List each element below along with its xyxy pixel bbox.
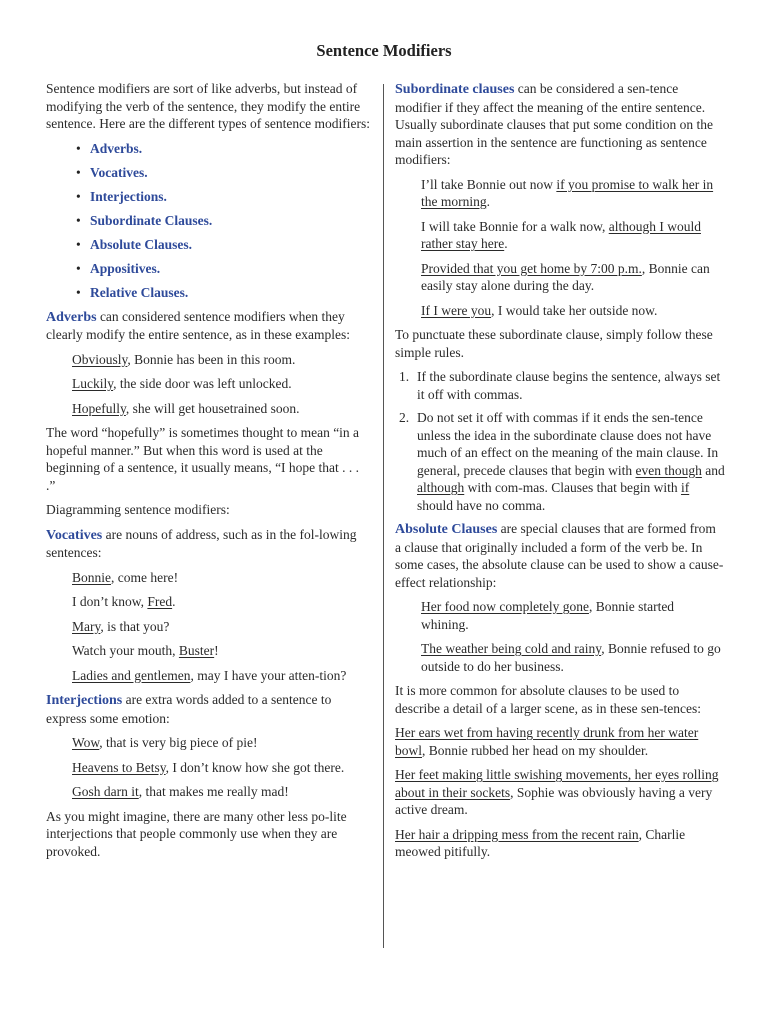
scene-sentence: Her hair a dripping mess from the recent rain, Charlie meowed pitifully.	[395, 826, 686, 859]
adverbs-heading: Adverbs	[46, 309, 97, 325]
scene-sentence: Her feet making little swishing movements, her eyes rolling about in their sockets, Sophie was obviously having a very active dream.	[395, 767, 719, 817]
right-column	[395, 80, 725, 868]
column-divider	[383, 84, 384, 948]
bullet-icon: •	[76, 212, 81, 228]
list-item: • Subordinate Clauses.	[76, 212, 213, 228]
list-item: • Relative Clauses.	[76, 284, 189, 300]
bullet-icon: •	[76, 284, 81, 300]
example-sentence: I don’t know, Fred.	[72, 594, 176, 609]
example-sentence: I’ll take Bonnie out now if you promise to walk her in the morning.	[421, 176, 714, 209]
example-sentence: Hopefully, she will get housetrained soon.	[72, 400, 300, 416]
interjections-heading: Interjections	[46, 693, 123, 708]
vocatives-paragraph: Vocatives are nouns of address, such as in the fol-lowing sentences:	[46, 526, 357, 560]
list-item: • Appositives.	[76, 260, 161, 276]
scene-sentence: Her ears wet from having recently drunk from her water bowl, Bonnie rubbed her head on my shoulder.	[395, 725, 699, 758]
example-sentence: Watch your mouth, Buster!	[72, 643, 219, 658]
diagramming-label: Diagramming sentence modifiers:	[46, 502, 230, 517]
vocatives-heading: Vocatives	[46, 527, 103, 543]
example-sentence: Obviously, Bonnie has been in this room.	[72, 351, 296, 367]
bullet-icon: •	[76, 140, 81, 156]
example-sentence: If I were you, I would take her outside now.	[421, 302, 658, 318]
modifier-types-list	[46, 140, 370, 302]
interjections-note: As you might imagine, there are many other less po-lite interjections that people commonly use when they are provoked.	[46, 808, 347, 859]
example-sentence: Heavens to Betsy, I don’t know how she got there.	[72, 759, 345, 775]
list-item: • Adverbs.	[76, 140, 143, 156]
left-column	[46, 80, 370, 867]
page-title: Sentence Modifiers	[316, 41, 452, 60]
example-sentence: Gosh darn it, that makes me really mad!	[72, 784, 289, 799]
bullet-icon: •	[76, 188, 81, 204]
absolute-paragraph: Absolute Clauses are special clauses that are formed from a clause that originally included a form of the verb be. In some cases, the absolute clause can be used to show a cause-effect relationship:	[395, 521, 724, 590]
example-sentence: Mary, is that you?	[72, 618, 170, 634]
subordinate-paragraph: Subordinate clauses can be considered a sen-tence modifier if they affect the meaning of the entire sentence. Usually subordinate clauses that put some condition on the main assertion in the sentence are functioning as sentence modifiers:	[395, 81, 713, 167]
example-sentence: Ladies and gentlemen, may I have your atten-tion?	[72, 667, 347, 683]
example-sentence: Luckily, the side door was left unlocked.	[72, 376, 292, 391]
absolute-note: It is more common for absolute clauses to be used to describe a detail of a larger scene, as in these sen-tences:	[395, 683, 701, 716]
example-sentence: Provided that you get home by 7:00 p.m., Bonnie can easily stay alone during the day.	[421, 260, 710, 293]
bullet-icon: •	[76, 260, 81, 276]
subordinate-heading: Subordinate clauses	[395, 82, 515, 97]
list-item: 1. If the subordinate clause begins the sentence, always set it off with commas.	[399, 369, 721, 402]
punctuation-rules-list	[395, 368, 725, 514]
bullet-icon: •	[76, 164, 81, 180]
bullet-icon: •	[76, 236, 81, 252]
example-sentence: Bonnie, come here!	[72, 569, 179, 585]
list-item: • Interjections.	[76, 188, 167, 204]
list-item: 2. Do not set it off with commas if it ends the sen-tence unless the idea in the subordinate clause does not have much of an effect on the meaning of the main clause. In general, precede clauses that begin with even though and although with com-mas. Clauses that begin with if should have no comma.	[399, 410, 725, 513]
absolute-heading: Absolute Clauses	[395, 522, 498, 537]
example-sentence: I will take Bonnie for a walk now, although I would rather stay here.	[421, 218, 701, 251]
example-sentence: The weather being cold and rainy, Bonnie refused to go outside to do her business.	[421, 641, 721, 674]
example-sentence: Her food now completely gone, Bonnie started whining.	[421, 599, 675, 632]
interjections-paragraph: Interjections are extra words added to a sentence to express some emotion:	[46, 692, 332, 726]
list-item: • Absolute Clauses.	[76, 236, 193, 252]
adverbs-paragraph: Adverbs can considered sentence modifiers when they clearly modify the entire sentence, as in these examples:	[46, 308, 351, 342]
hopefully-note: The word “hopefully” is sometimes thought to mean “in a hopeful manner.” But when this word is used at the beginning of a sentence, it usually means, “I hope that . . . .”	[46, 425, 360, 493]
intro-paragraph: Sentence modifiers are sort of like adverbs, but instead of modifying the verb of the sentence, they modify the entire sentence. Here are the different types of sentence modifiers:	[46, 81, 370, 131]
punctuation-intro: To punctuate these subordinate clause, simply follow these simple rules.	[395, 327, 713, 360]
example-sentence: Wow, that is very big piece of pie!	[72, 735, 258, 750]
list-item: • Vocatives.	[76, 164, 148, 180]
